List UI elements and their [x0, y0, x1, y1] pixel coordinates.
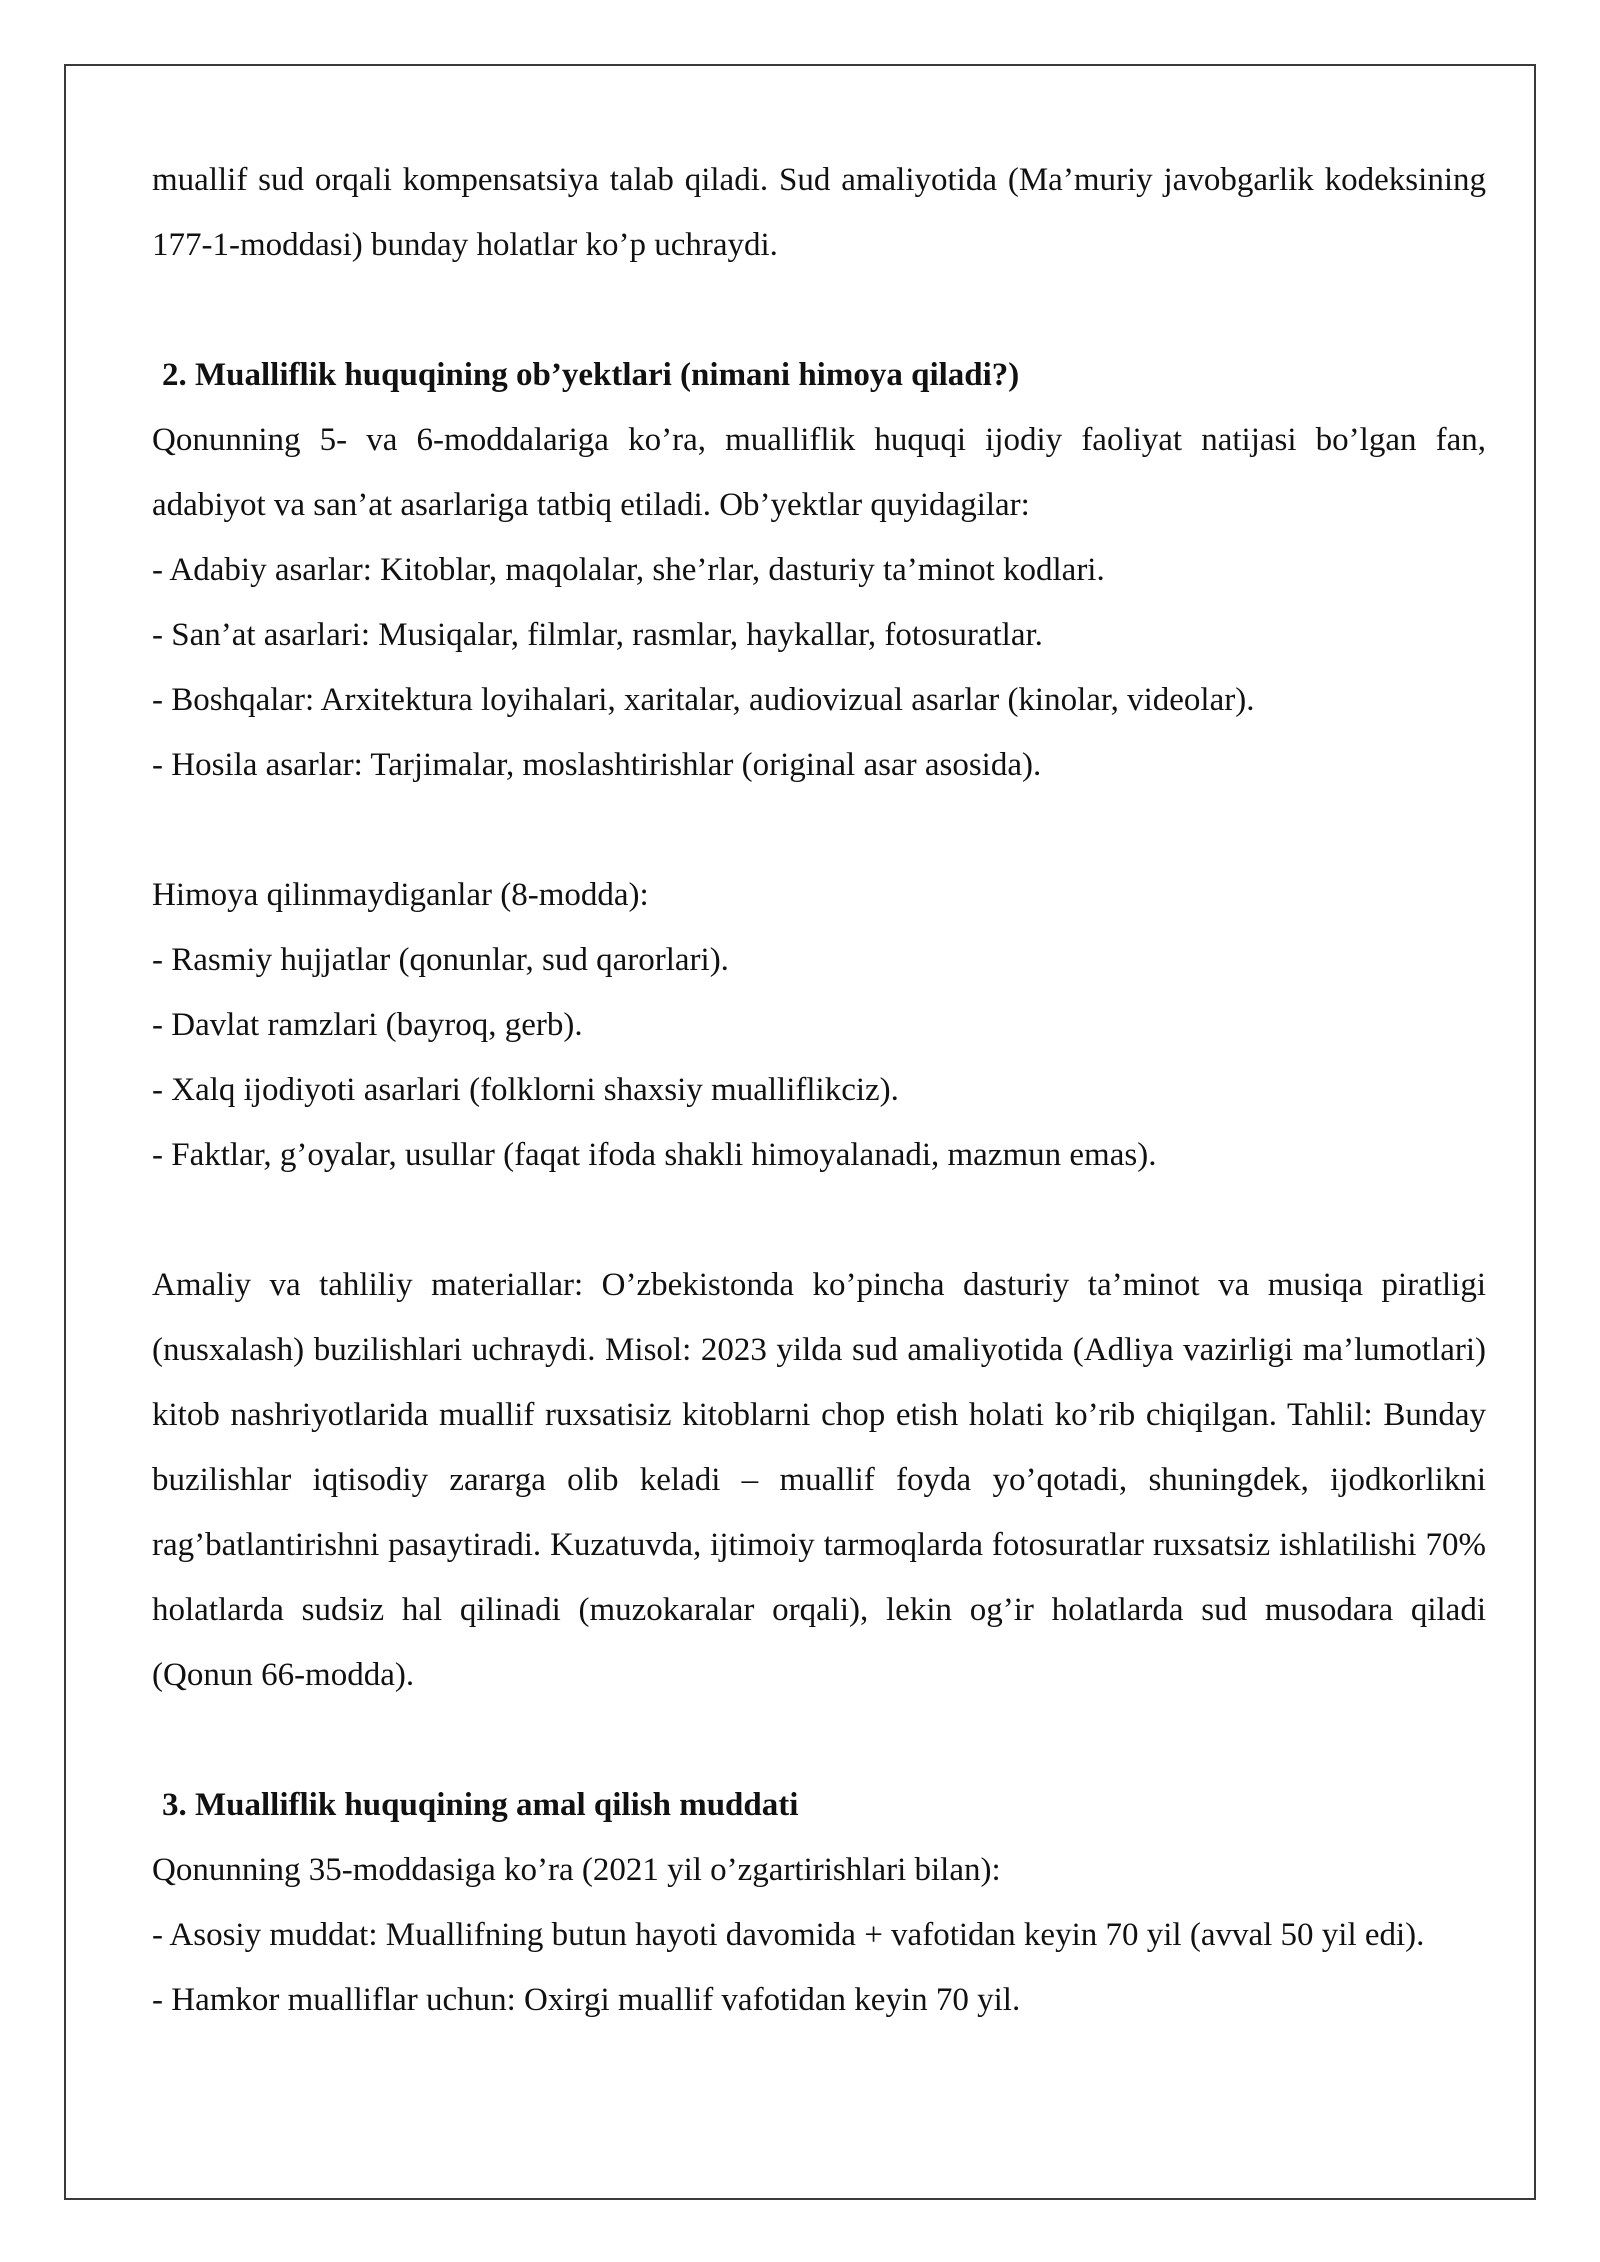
list-item: - Adabiy asarlar: Kitoblar, maqolalar, she’rlar, dasturiy ta’minot kodlari. [152, 552, 1105, 588]
section-3-heading: 3. Mualliflik huquqining amal qilish muddati [162, 1787, 799, 1823]
spacer [152, 1708, 1486, 1773]
list-item: - Xalq ijodiyoti asarlari (folklorni shaxsiy mualliflikсiz). [152, 1072, 899, 1108]
section-3-intro: Qonunning 35-moddasiga ko’ra (2021 yil o’zgartirishlari bilan): [152, 1852, 1001, 1888]
document-body [152, 148, 1486, 2033]
section-2-intro: Qonunning 5- va 6-moddalariga ko’ra, mualliflik huquqi ijodiy faoliyat natijasi bo’lgan fan, adabiyot va san’at asarlariga tatbiq etiladi. Ob’yektlar quyidagilar: [152, 422, 1486, 523]
unprotected-title: Himoya qilinmaydiganlar (8-modda): [152, 877, 649, 913]
list-item: - Hamkor mualliflar uchun: Oxirgi muallif vafotidan keyin 70 yil. [152, 1982, 1021, 2018]
list-item: - Davlat ramzlari (bayroq, gerb). [152, 1007, 583, 1043]
section-2-heading: 2. Mualliflik huquqining ob’yektlari (nimani himoya qiladi?) [162, 357, 1020, 393]
list-item: - San’at asarlari: Musiqalar, filmlar, rasmlar, haykallar, fotosuratlar. [152, 617, 1043, 653]
spacer [152, 1188, 1486, 1253]
intro-paragraph: muallif sud orqali kompensatsiya talab qiladi. Sud amaliyotida (Ma’muriy javobgarlik kodeksining 177-1-moddasi) bunday holatlar ko’p uchraydi. [152, 162, 1486, 263]
list-item: - Asosiy muddat: Muallifning butun hayoti davomida + vafotidan keyin 70 yil (avval 50 yil edi). [152, 1917, 1425, 1953]
list-item: - Hosila asarlar: Tarjimalar, moslashtirishlar (original asar asosida). [152, 747, 1042, 783]
spacer [152, 798, 1486, 863]
list-item: - Boshqalar: Arxitektura loyihalari, xaritalar, audiovizual asarlar (kinolar, videolar). [152, 682, 1255, 718]
list-item: - Faktlar, g’oyalar, usullar (faqat ifoda shakli himoyalanadi, mazmun emas). [152, 1137, 1157, 1173]
practical-paragraph: Amaliy va tahliliy materiallar: O’zbekistonda ko’pincha dasturiy ta’minot va musiqa piratligi (nusxalash) buzilishlari uchraydi. Misol: 2023 yilda sud amaliyotida (Adliya vazirligi ma’lumotlari) kitob nashriyotlarida muallif ruxsatisiz kitoblarni chop etish holati ko’rib chiqilgan. Tahlil: Bunday buzilishlar iqtisodiy zararga olib keladi – muallif foyda yo’qotadi, shuningdek, ijodkorlikni rag’batlantirishni pasaytiradi. Kuzatuvda, ijtimoiy tarmoqlarda fotosuratlar ruxsatsiz ishlatilishi 70% holatlarda sudsiz hal qilinadi (muzokaralar orqali), lekin og’ir holatlarda sud musodara qiladi (Qonun 66-modda). [152, 1267, 1486, 1693]
spacer [152, 278, 1486, 343]
list-item: - Rasmiy hujjatlar (qonunlar, sud qarorlari). [152, 942, 729, 978]
